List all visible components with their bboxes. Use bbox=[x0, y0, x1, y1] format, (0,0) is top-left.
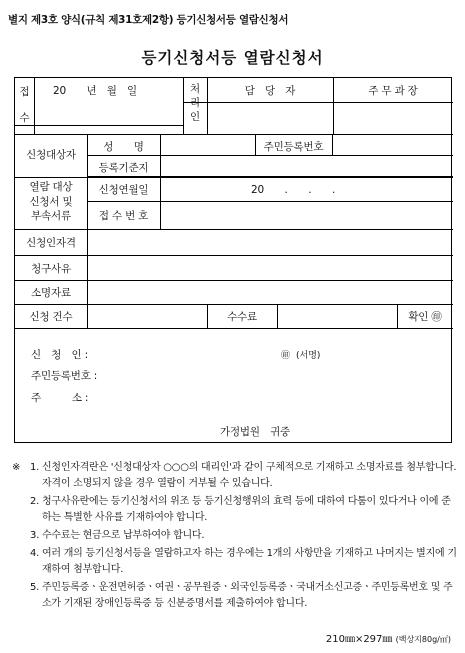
app-date-value[interactable]: 20 . . . bbox=[251, 184, 336, 196]
qualification-input[interactable] bbox=[88, 230, 453, 255]
reason-label: 청구사유 bbox=[31, 263, 71, 275]
address-sign-label: 주 소 : bbox=[31, 392, 89, 404]
applicant-label: 신 청 인 : bbox=[31, 349, 88, 361]
name-input[interactable] bbox=[161, 135, 255, 155]
form-header: 별지 제3호 양식(규칙 제31호제2항) 등기신청서등 열람신청서 bbox=[8, 14, 289, 26]
application-form-table bbox=[14, 77, 452, 443]
seal-mark: ㊞ bbox=[281, 351, 291, 361]
fee-label: 수수료 bbox=[227, 311, 257, 323]
evidence-label: 소명자료 bbox=[31, 287, 71, 299]
reason-input[interactable] bbox=[88, 256, 453, 280]
count-input[interactable] bbox=[88, 305, 207, 328]
qualification-label: 신청인자격 bbox=[26, 237, 76, 249]
receipt-label-bottom: 수 bbox=[19, 112, 30, 124]
name-label: 성 명 bbox=[103, 141, 144, 153]
reg-base-input[interactable] bbox=[161, 156, 453, 176]
chief-label: 주 무 과 장 bbox=[368, 85, 418, 97]
note-item: 3. 수수료는 현금으로 납부하여야 합니다. bbox=[30, 530, 205, 542]
target-person-label: 신청대상자 bbox=[26, 149, 76, 161]
paper-size-footer bbox=[326, 630, 451, 645]
note-mark: ※ bbox=[12, 462, 21, 473]
chief-seal-cell[interactable] bbox=[333, 103, 453, 134]
page-title: 등기신청서등 열람신청서 bbox=[141, 49, 324, 67]
count-label: 신청 건수 bbox=[29, 311, 73, 323]
note-item: 4. 여러 개의 등기신청서등을 열람하고자 하는 경우에는 1개의 사항만을 기재하고 나머지는 별지에 기재하여 첨부합니다. bbox=[30, 547, 457, 576]
officer-label: 담 당 자 bbox=[244, 85, 296, 97]
paper-spec: (백상지80g/㎡) bbox=[395, 635, 451, 644]
app-date-label: 신청연월일 bbox=[98, 184, 149, 196]
confirm-label: 확인 ㊞ bbox=[408, 311, 442, 323]
court-recipient: 가정법원 귀중 bbox=[220, 426, 290, 438]
receipt-no-label: 접 수 번 호 bbox=[98, 210, 149, 222]
evidence-input[interactable] bbox=[88, 281, 453, 304]
resident-no-label: 주민등록번호 bbox=[263, 141, 324, 153]
receipt-label-top: 접 bbox=[19, 86, 30, 98]
note-item: ※ 1. 신청인자격란은 '신청대상자 ○○○의 대리인'과 같이 구체적으로 기재하고 소명자료를 첨부합니다. 자격이 소명되지 않을 경우 열람이 거부될 수 있습니다. bbox=[12, 462, 457, 490]
seal-sign-label: (서명) bbox=[296, 351, 321, 361]
processing-label: 처 리 인 bbox=[190, 83, 200, 123]
documents-label: 열람 대상 신청서 및 부속서류 bbox=[29, 181, 73, 222]
fee-input[interactable] bbox=[278, 305, 397, 328]
note-item: 5. 주민등록증ㆍ운전면허증ㆍ여권ㆍ공무원증ㆍ외국인등록증ㆍ국내거소신고증ㆍ주민등록번호 및 주소가 기재된 장애인등록증 등 신분증명서를 제출하여야 합니다. bbox=[30, 582, 453, 610]
reg-base-label: 등록기준지 bbox=[98, 162, 149, 174]
notes-section bbox=[12, 460, 457, 614]
receipt-date: 20 년 월 일 bbox=[53, 85, 137, 97]
resident-no-sign-label: 주민등록번호 : bbox=[31, 370, 98, 382]
note-item: 2. 청구사유란에는 등기신청서의 위조 등 등기신청행위의 효력 등에 대하여 다툼이 있다거나 이에 준하는 특별한 사유를 기재하여야 합니다. bbox=[30, 496, 451, 524]
officer-seal-cell[interactable] bbox=[207, 103, 333, 134]
receipt-no-input[interactable] bbox=[161, 202, 453, 229]
resident-no-input[interactable] bbox=[333, 135, 453, 155]
paper-size: 210㎜×297㎜ bbox=[325, 634, 393, 645]
